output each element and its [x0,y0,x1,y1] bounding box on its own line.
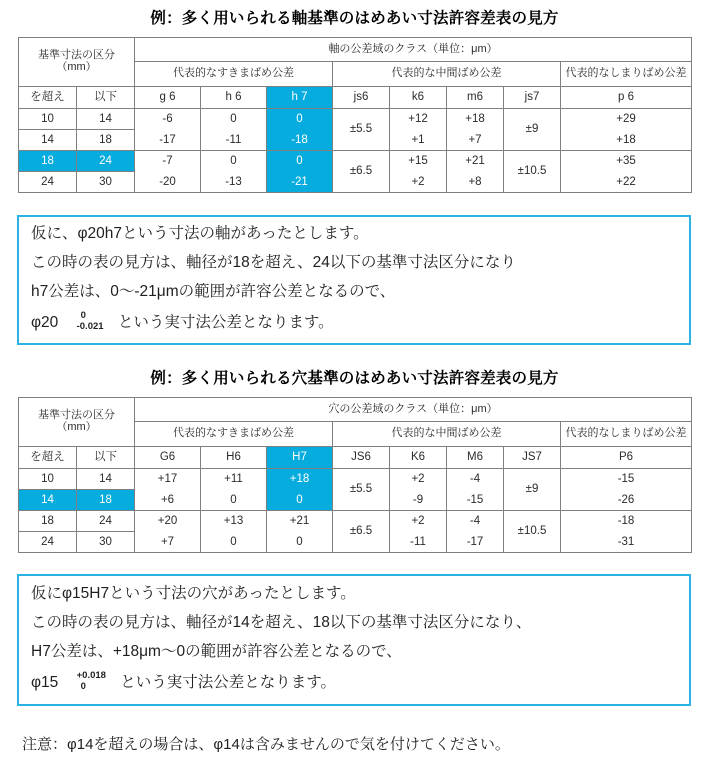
shaft-note-line-1: 仮に、φ20h7という寸法の軸があったとします。 [31,225,369,242]
cell-over: 14 [19,130,77,151]
col-header-h6: h 6 [201,87,267,109]
cell-P6-upper: -15 [561,469,692,490]
cell-over: 14 [19,490,77,511]
hole-note-line-2: この時の表の見方は、軸径が14を超え、18以下の基準寸法区分になり、 [31,614,532,631]
cell-M6-lower: -17 [447,532,504,553]
shaft-title-text: 例：多く用いられる軸基準のはめあい寸法許容差表の見方 [150,10,559,27]
table-header-row-columns [19,447,692,469]
cell-over: 18 [19,511,77,532]
shaft-tolerance-lower: -0.021 [76,320,104,332]
cell-m6-upper: +21 [447,151,504,172]
cell-k6-upper: +12 [390,109,447,130]
caution-note: 注意：φ14を超えの場合は、φ14は含みませんので気を付けてください。 [22,736,510,753]
col-header-M6: M6 [447,447,504,469]
shaft-note-line-2: この時の表の見方は、軸径が18を超え、24以下の基準寸法区分になり [31,254,516,271]
col-header-k6: k6 [390,87,447,109]
cell-M6-upper: -4 [447,511,504,532]
tolerance-class-header: 軸の公差域のクラス（単位：μm） [135,38,692,62]
cell-under: 30 [77,172,135,193]
cell-under: 24 [77,511,135,532]
cell-over: 18 [19,151,77,172]
cell-js6: ±5.5 [333,109,390,151]
hole-explanation-box [17,574,691,706]
hole-tolerance-stack [77,671,106,693]
col-header-P6: P6 [561,447,692,469]
cell-g6-lower: -17 [135,130,201,151]
cell-M6-lower: -15 [447,490,504,511]
table-row [19,469,692,490]
hole-title-text: 例：多く用いられる穴基準のはめあい寸法許容差表の見方 [150,370,559,387]
hole-note-line-1: 仮にφ15H7という寸法の穴があったとします。 [31,585,356,602]
dim-header-line1: 基準寸法の区分 [38,409,115,422]
cell-P6-lower: -26 [561,490,692,511]
shaft-section-title [0,6,709,28]
col-header-JS6: JS6 [333,447,390,469]
shaft-nominal-size: φ20 [31,314,59,332]
hole-note-line-3: H7公差は、+18μm〜0の範囲が許容公差となるので、 [31,643,402,660]
cell-H6-upper: +13 [201,511,267,532]
hole-note-suffix: という実寸法公差となります。 [120,674,337,692]
col-header-m6: m6 [447,87,504,109]
cell-under: 24 [77,151,135,172]
cell-JS7: ±10.5 [504,511,561,553]
cell-H7-lower: 0 [267,532,333,553]
cell-h7-lower: -18 [267,130,333,151]
dimension-range-header [19,398,135,447]
cell-h7-lower: -21 [267,172,333,193]
cell-H7-upper: +18 [267,469,333,490]
col-header-p6: p 6 [561,87,692,109]
shaft-tolerance-stack [77,311,104,333]
cell-P6-upper: -18 [561,511,692,532]
dim-header-line2: （mm） [56,421,97,433]
tolerance-class-header: 穴の公差域のクラス（単位：μm） [135,398,692,422]
cell-K6-upper: +2 [390,511,447,532]
col-header-under: 以下 [77,87,135,109]
col-header-g6: g 6 [135,87,201,109]
col-header-h7: h 7 [267,87,333,109]
table-header-row-unit [19,38,692,62]
cell-k6-lower: +1 [390,130,447,151]
cell-js6: ±6.5 [333,151,390,193]
dim-header-line2: （mm） [56,61,97,73]
table-row [19,511,692,532]
cell-over: 24 [19,532,77,553]
cell-js7: ±9 [504,109,561,151]
hole-tolerance-table [18,397,692,553]
group-transition-fit: 代表的な中間ばめ公差 [333,422,561,447]
cell-under: 18 [77,490,135,511]
group-clearance-fit: 代表的なすきまばめ公差 [135,422,333,447]
col-header-JS7: JS7 [504,447,561,469]
cell-h6-upper: 0 [201,109,267,130]
hole-tolerance-lower: 0 [80,680,86,692]
cell-m6-lower: +8 [447,172,504,193]
cell-k6-upper: +15 [390,151,447,172]
table-header-row-columns [19,87,692,109]
hole-nominal-size: φ15 [31,674,59,692]
table-row [19,151,692,172]
table-header-row-unit [19,398,692,422]
group-interference-fit: 代表的なしまりばめ公差 [561,62,692,87]
table-row [19,109,692,130]
cell-under: 14 [77,109,135,130]
hole-tolerance-upper: +0.018 [76,670,106,681]
cell-K6-lower: -11 [390,532,447,553]
cell-JS7: ±9 [504,469,561,511]
cell-p6-lower: +18 [561,130,692,151]
hole-note-line-4 [31,672,336,694]
cell-g6-upper: -7 [135,151,201,172]
cell-h7-upper: 0 [267,109,333,130]
col-header-js7: js7 [504,87,561,109]
cell-m6-upper: +18 [447,109,504,130]
group-transition-fit: 代表的な中間ばめ公差 [333,62,561,87]
shaft-tolerance-table [18,37,692,193]
cell-m6-lower: +7 [447,130,504,151]
cell-JS6: ±6.5 [333,511,390,553]
col-header-under: 以下 [77,447,135,469]
cell-M6-upper: -4 [447,469,504,490]
dim-header-line1: 基準寸法の区分 [38,49,115,62]
dimension-range-header [19,38,135,87]
cell-G6-lower: +6 [135,490,201,511]
cell-p6-upper: +35 [561,151,692,172]
shaft-note-line-3: h7公差は、0〜-21μmの範囲が許容公差となるので、 [31,283,396,300]
cell-over: 10 [19,469,77,490]
cell-over: 10 [19,109,77,130]
cell-P6-lower: -31 [561,532,692,553]
cell-k6-lower: +2 [390,172,447,193]
col-header-over: を超え [19,447,77,469]
cell-p6-lower: +22 [561,172,692,193]
cell-G6-upper: +20 [135,511,201,532]
col-header-over: を超え [19,87,77,109]
cell-K6-lower: -9 [390,490,447,511]
cell-over: 24 [19,172,77,193]
cell-H7-upper: +21 [267,511,333,532]
cell-G6-upper: +17 [135,469,201,490]
cell-H6-upper: +11 [201,469,267,490]
group-interference-fit: 代表的なしまりばめ公差 [561,422,692,447]
cell-JS6: ±5.5 [333,469,390,511]
cell-G6-lower: +7 [135,532,201,553]
cell-g6-lower: -20 [135,172,201,193]
cell-K6-upper: +2 [390,469,447,490]
cell-H7-lower: 0 [267,490,333,511]
cell-js7: ±10.5 [504,151,561,193]
cell-under: 18 [77,130,135,151]
group-clearance-fit: 代表的なすきまばめ公差 [135,62,333,87]
col-header-js6: js6 [333,87,390,109]
shaft-note-line-4 [31,312,334,334]
cell-h6-lower: -13 [201,172,267,193]
col-header-G6: G6 [135,447,201,469]
hole-section-title [0,366,709,388]
cell-h6-upper: 0 [201,151,267,172]
cell-H6-lower: 0 [201,490,267,511]
cell-h6-lower: -11 [201,130,267,151]
shaft-explanation-box [17,215,691,345]
col-header-K6: K6 [390,447,447,469]
cell-under: 30 [77,532,135,553]
cell-p6-upper: +29 [561,109,692,130]
cell-h7-upper: 0 [267,151,333,172]
shaft-tolerance-upper: 0 [80,310,86,321]
cell-under: 14 [77,469,135,490]
cell-H6-lower: 0 [201,532,267,553]
shaft-note-suffix: という実寸法公差となります。 [117,314,334,332]
col-header-H6: H6 [201,447,267,469]
cell-g6-upper: -6 [135,109,201,130]
col-header-H7: H7 [267,447,333,469]
